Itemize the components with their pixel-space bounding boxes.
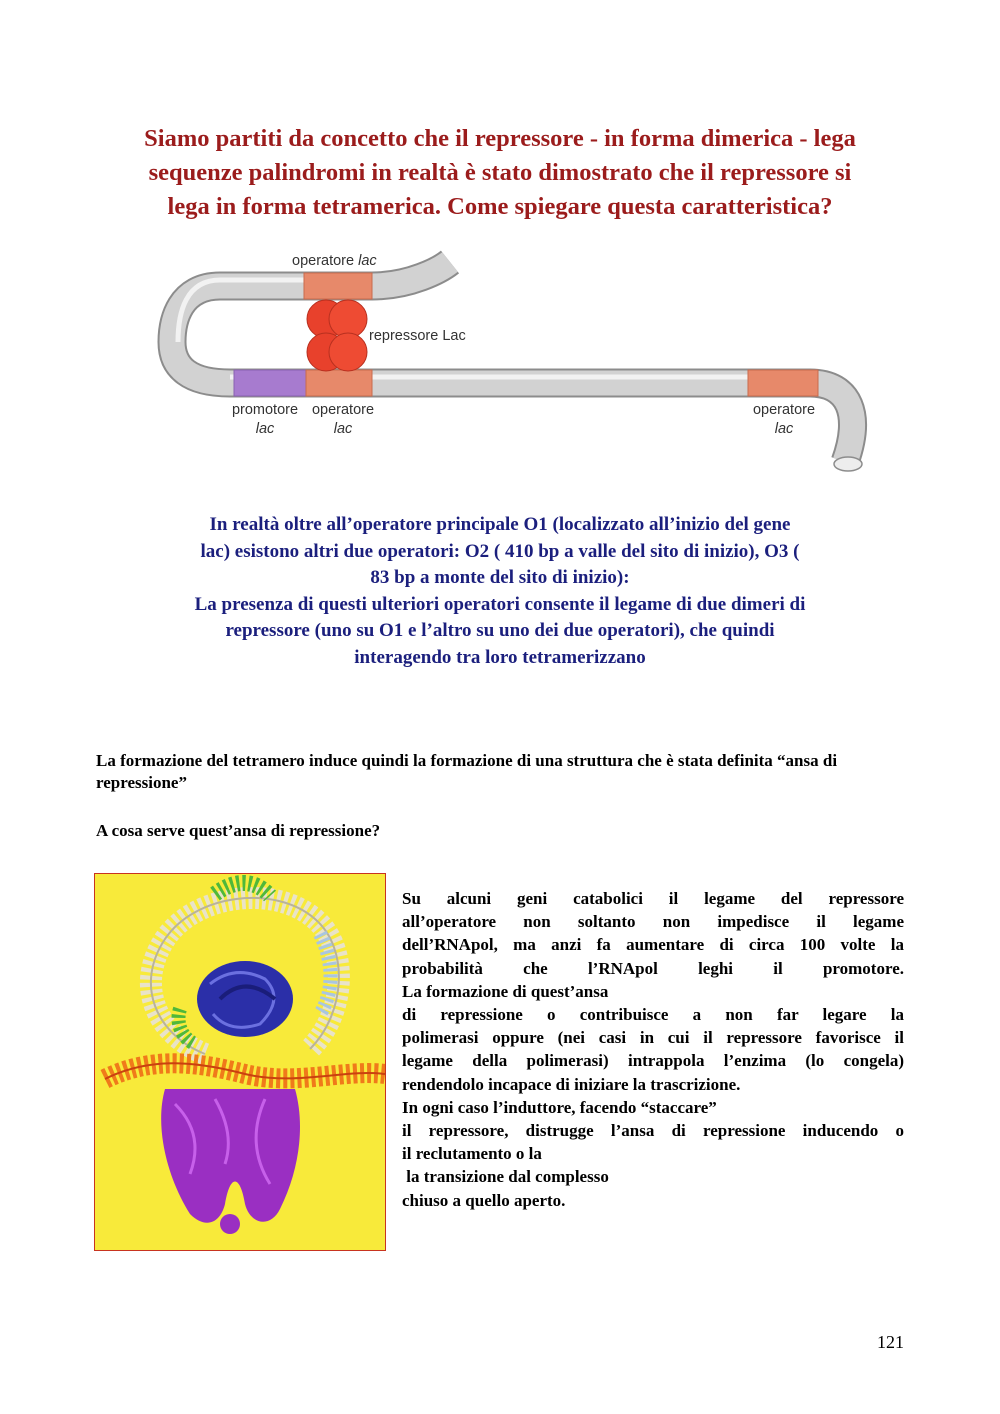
text-line: all’operatore non soltanto non impedisce il legame [402, 912, 904, 932]
label-operator-right: operatore [752, 402, 816, 418]
heading-line: sequenze palindromi in realtà è stato dimostrato che il repressore si [148, 159, 852, 186]
molecular-model-illustration [95, 874, 385, 1250]
text-line: probabilità che l’RNApol leghi il promotore. [402, 958, 904, 978]
text-line: La formazione di quest’ansa [402, 981, 609, 1001]
explanation-line: interagendo tra loro tetramerizzano [354, 646, 646, 668]
text-line: polimerasi oppure (nei casi in cui il repressore favorisce il [402, 1028, 904, 1048]
dna-end-cap [834, 457, 862, 471]
explanation-line: repressore (uno su O1 e l’altro su uno dei due operatori), che quindi [225, 620, 775, 641]
operators-explanation [80, 512, 920, 671]
page-number: 121 [877, 1332, 904, 1352]
label-operator-mid: operatore [311, 402, 375, 418]
explanation-line: La presenza di questi ulteriori operatori consente il legame di due dimeri di [194, 593, 806, 615]
operator-mid-segment [306, 370, 372, 396]
question-paragraph: A cosa serve quest’ansa di repressione? [96, 821, 381, 840]
label-operator-top: operatore lac [292, 253, 377, 269]
text-line: dell’RNApol, ma anzi fa aumentare di circa 100 volte la [402, 935, 904, 955]
explanation-line: 83 bp a monte del sito di inizio): [370, 567, 630, 588]
heading-line: lega in forma tetramerica. Come spiegare questa caratteristica? [167, 193, 833, 220]
label-operator-right-italic: lac [774, 421, 794, 437]
text-line: di repressione o contribuisce a non far legare la [402, 1005, 904, 1025]
heading-line: Siamo partiti da concetto che il repressore - in forma dimerica - lega [144, 125, 856, 152]
text-line: In ogni caso l’induttore, facendo “staccare” [402, 1097, 717, 1117]
text-line: chiuso a quello aperto. [402, 1190, 566, 1210]
label-repressor: repressore Lac [369, 328, 466, 344]
repressor-subunit [329, 333, 367, 371]
tetramer-paragraph: La formazione del tetramero induce quindi la formazione di una struttura che è stata definita “ansa di repressione” [96, 751, 838, 792]
text-line: Su alcuni geni catabolici il legame del repressore [402, 889, 904, 908]
explanation-line: In realtà oltre all’operatore principale O1 (localizzato all’inizio del gene [209, 514, 791, 535]
label-promoter: promotore [231, 402, 299, 418]
text-line: il reclutamento o la [402, 1144, 542, 1164]
text-line: la transizione dal complesso [402, 1167, 609, 1187]
explanation-line: lac) esistono altri due operatori: O2 ( 410 bp a valle del sito di inizio), O3 ( [200, 540, 800, 562]
text-line: rendendolo incapace di iniziare la trascrizione. [402, 1074, 741, 1094]
loop-function-text [402, 887, 904, 1212]
promoter-segment [234, 370, 306, 396]
repressor-subunit [329, 300, 367, 338]
label-operator-mid-italic: lac [333, 421, 353, 437]
page-heading [70, 122, 930, 224]
operator-right-segment [748, 370, 818, 396]
text-line: legame della polimerasi) intrappola l’enzima (lo congela) [402, 1051, 904, 1071]
lac-repression-loop-diagram [150, 240, 890, 485]
repression-loop-structure-image [94, 873, 386, 1251]
label-promoter-italic: lac [255, 421, 275, 437]
text-line: il repressore, distrugge l’ansa di repressione inducendo o [402, 1121, 904, 1141]
operator-top-segment [304, 273, 372, 299]
